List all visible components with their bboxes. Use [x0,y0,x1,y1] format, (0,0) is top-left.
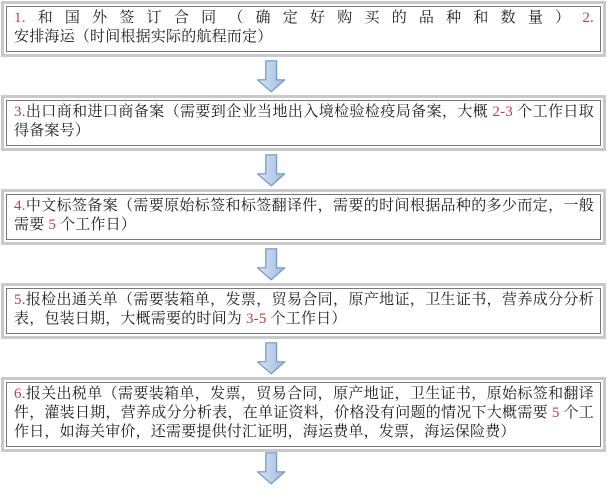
step-number: 3-5 [245,311,267,327]
down-arrow-icon [256,154,286,187]
flow-step-box-1 [1,1,606,57]
flow-step-box-2 [1,95,606,151]
flow-connector-5 [0,452,609,484]
down-arrow-icon [256,60,286,93]
flow-step-text-4 [6,288,601,334]
flow-step-box-4 [1,283,606,339]
step-text: 个工作日取得备案号） [14,104,595,139]
down-arrow-icon [256,342,286,375]
flow-step-box-5 [1,377,606,452]
down-arrow-icon [256,248,286,281]
step-text: 和国外签订合同（确定好购买的品种和数量） [25,10,583,26]
step-number: 3. [14,104,26,120]
flow-connector-3 [0,245,609,283]
flow-step-text-5 [6,382,601,447]
step-number: 2-3 [492,104,513,120]
step-number: 5 [48,217,57,233]
step-text: 个工作日） [266,311,347,327]
flow-step-text-2 [6,100,601,146]
step-text: 报检出通关单（需要装箱单，发票，贸易合同，原产地证，卫生证书，营养成分分析表，包装日期，大概需要的时间为 [14,292,594,327]
flow-connector-1 [0,57,609,95]
flow-step-box-3 [1,189,606,245]
step-text: 安排海运（时间根据实际的航程而定） [14,29,273,45]
step-number: 4. [14,198,26,214]
step-text: 个工作日，如海关审价，还需要提供付汇证明，海运费单，发票，海运保险费） [14,405,594,440]
step-text: 报关出税单（需要装箱单，发票，贸易合同，原产地证，卫生证书，原始标签和翻译件，灌装日期，营养成分分析表，在单证资料，价格没有问题的情况下大概需要 [14,386,594,421]
down-arrow-icon [256,452,286,485]
flow-step-text-1 [6,6,601,52]
step-number: 6. [14,386,26,402]
flow-connector-2 [0,151,609,189]
step-number: 2. [582,10,594,26]
step-number: 1. [14,10,26,26]
step-number: 5. [14,292,26,308]
step-text: 出口商和进口商备案（需要到企业当地出入境检验检疫局备案，大概 [25,104,493,120]
step-number: 5 [551,405,560,421]
flow-connector-4 [0,339,609,377]
flow-step-text-3 [6,194,601,240]
step-text: 个工作日） [56,217,137,233]
step-text: 中文标签备案（需要原始标签和标签翻译件，需要的时间根据品种的多少而定，一般需要 [14,198,594,233]
